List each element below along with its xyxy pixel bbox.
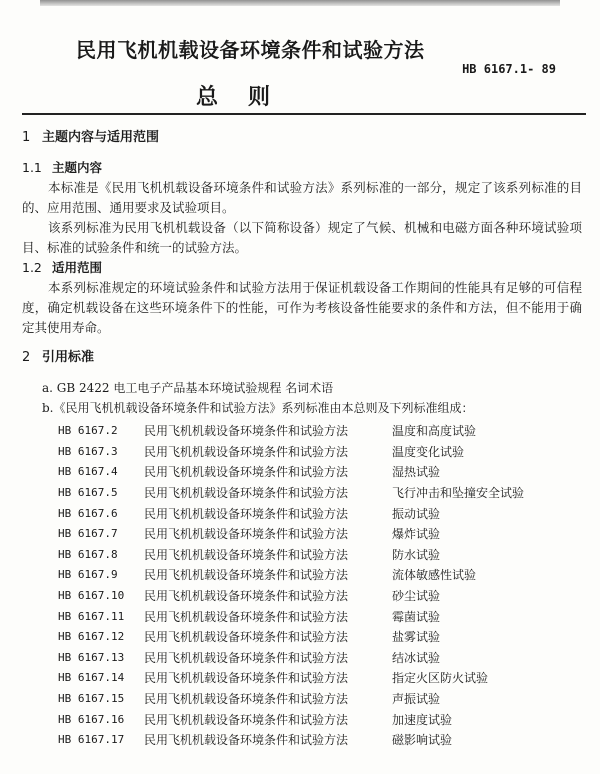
standard-code: HB 6167.10 xyxy=(58,589,125,603)
reference-item-a: a. GB 2422 电工电子产品基本环境试验规程 名词术语 xyxy=(42,381,334,395)
section-number: 2 xyxy=(22,350,31,365)
standard-code: HB 6167.7 xyxy=(58,527,118,541)
standard-row xyxy=(58,668,524,689)
standard-series-name: 民用飞机机载设备环境条件和试验方法 xyxy=(144,527,349,542)
spacer xyxy=(22,338,582,348)
standard-row xyxy=(58,421,524,442)
title-rule xyxy=(22,113,586,115)
standard-code: HB 6167.15 xyxy=(58,692,125,706)
standard-topic: 指定火区防火试验 xyxy=(392,671,489,686)
standard-series-name: 民用飞机机载设备环境条件和试验方法 xyxy=(144,671,349,686)
standard-topic: 飞行冲击和坠撞安全试验 xyxy=(392,486,525,501)
standard-series-name: 民用飞机机载设备环境条件和试验方法 xyxy=(144,650,349,665)
standard-topic: 振动试验 xyxy=(392,506,441,521)
standard-row xyxy=(58,606,524,627)
standard-code: HB 6167.17 xyxy=(58,733,125,747)
standard-row xyxy=(58,483,524,504)
standard-topic: 结冰试验 xyxy=(392,650,441,665)
standard-code: HB 6167.14 xyxy=(58,671,125,685)
section-title: 引用标准 xyxy=(42,350,95,365)
standard-series-name: 民用飞机机载设备环境条件和试验方法 xyxy=(144,465,349,480)
standard-topic: 磁影响试验 xyxy=(392,733,453,748)
standard-series-name: 民用飞机机载设备环境条件和试验方法 xyxy=(144,630,349,645)
standard-code: HB 6167.16 xyxy=(58,712,125,726)
standard-code: HB 6167.8 xyxy=(58,547,118,561)
standard-series-name: 民用飞机机载设备环境条件和试验方法 xyxy=(144,547,349,562)
standard-series-name: 民用飞机机载设备环境条件和试验方法 xyxy=(144,589,349,604)
standard-row xyxy=(58,524,524,545)
subsection-title: 主题内容 xyxy=(52,160,103,175)
standard-series-name: 民用飞机机载设备环境条件和试验方法 xyxy=(144,733,349,748)
scan-edge xyxy=(40,0,560,6)
document-subtitle: 总则 xyxy=(196,85,301,110)
standard-series-name: 民用飞机机载设备环境条件和试验方法 xyxy=(144,486,349,501)
paragraph: 本标准是《民用飞机机载设备环境条件和试验方法》系列标准的一部分，规定了该系列标准的目的、应用范围、通用要求及试验项目。 xyxy=(22,180,582,215)
standard-code: HB 6167.2 xyxy=(58,424,118,438)
standard-row xyxy=(58,709,524,730)
standard-row xyxy=(58,503,524,524)
paragraph: 本系列标准规定的环境试验条件和试验方法用于保证机载设备工作期间的性能具有足够的可信程度，确定机载设备在这些环境条件下的性能，可作为考核设备性能要求的条件和方法，但不能用于确定其使用寿命。 xyxy=(22,280,582,335)
standard-row xyxy=(58,586,524,607)
standard-row xyxy=(58,565,524,586)
standard-topic: 温度和高度试验 xyxy=(392,424,477,439)
standard-series-name: 民用飞机机载设备环境条件和试验方法 xyxy=(144,506,349,521)
standard-code: HB 6167.9 xyxy=(58,568,118,582)
standard-topic: 爆炸试验 xyxy=(392,527,441,542)
subsection-title: 适用范围 xyxy=(52,260,103,275)
standard-topic: 防水试验 xyxy=(392,547,441,562)
standard-code: HB 6167.12 xyxy=(58,630,125,644)
standard-row xyxy=(58,462,524,483)
standard-topic: 湿热试验 xyxy=(392,465,441,480)
standard-topic: 霉菌试验 xyxy=(392,609,441,624)
subsection-heading xyxy=(22,258,582,278)
paragraph: 该系列标准为民用飞机机载设备（以下简称设备）规定了气候、机械和电磁方面各种环境试验项目、标准的试验条件和统一的试验方法。 xyxy=(22,220,582,255)
standard-topic: 砂尘试验 xyxy=(392,589,441,604)
standard-code: HB 6167.3 xyxy=(58,444,118,458)
standard-row xyxy=(58,627,524,648)
standard-code: HB 6167.4 xyxy=(58,465,118,479)
standard-row xyxy=(58,689,524,710)
standard-code: HB 6167.5 xyxy=(58,486,118,500)
standard-series-name: 民用飞机机载设备环境条件和试验方法 xyxy=(144,424,349,439)
subsection-number: 1.2 xyxy=(22,260,42,275)
document-title: 民用飞机机载设备环境条件和试验方法 xyxy=(76,38,425,62)
section-heading xyxy=(22,128,582,148)
section-title: 主题内容与适用范围 xyxy=(42,130,160,145)
section-heading xyxy=(22,348,582,368)
standard-topic: 盐雾试验 xyxy=(392,630,441,645)
standard-code: HB 6167.6 xyxy=(58,506,118,520)
standard-series-name: 民用飞机机载设备环境条件和试验方法 xyxy=(144,712,349,727)
subsection-heading xyxy=(22,158,582,178)
standard-topic: 加速度试验 xyxy=(392,712,453,727)
standard-code: HB 6167.11 xyxy=(58,609,125,623)
standard-row xyxy=(58,648,524,669)
reference-item-b: b.《民用飞机机载设备环境条件和试验方法》系列标准由本总则及下列标准组成： xyxy=(42,401,474,415)
standard-row xyxy=(58,730,524,751)
standard-row xyxy=(58,545,524,566)
standard-row xyxy=(58,442,524,463)
subsection-number: 1.1 xyxy=(22,160,42,175)
standard-series-name: 民用飞机机载设备环境条件和试验方法 xyxy=(144,444,349,459)
document-body xyxy=(22,128,582,751)
standard-series-name: 民用飞机机载设备环境条件和试验方法 xyxy=(144,609,349,624)
section-number: 1 xyxy=(22,130,31,145)
standard-topic: 温度变化试验 xyxy=(392,444,465,459)
standard-series-name: 民用飞机机载设备环境条件和试验方法 xyxy=(144,692,349,707)
standard-code: HB 6167.13 xyxy=(58,650,125,664)
standard-topic: 流体敏感性试验 xyxy=(392,568,477,583)
standard-series-name: 民用飞机机载设备环境条件和试验方法 xyxy=(144,568,349,583)
standard-number: HB 6167.1- 89 xyxy=(462,62,556,76)
standards-list xyxy=(58,421,524,751)
standard-topic: 声振试验 xyxy=(392,692,441,707)
